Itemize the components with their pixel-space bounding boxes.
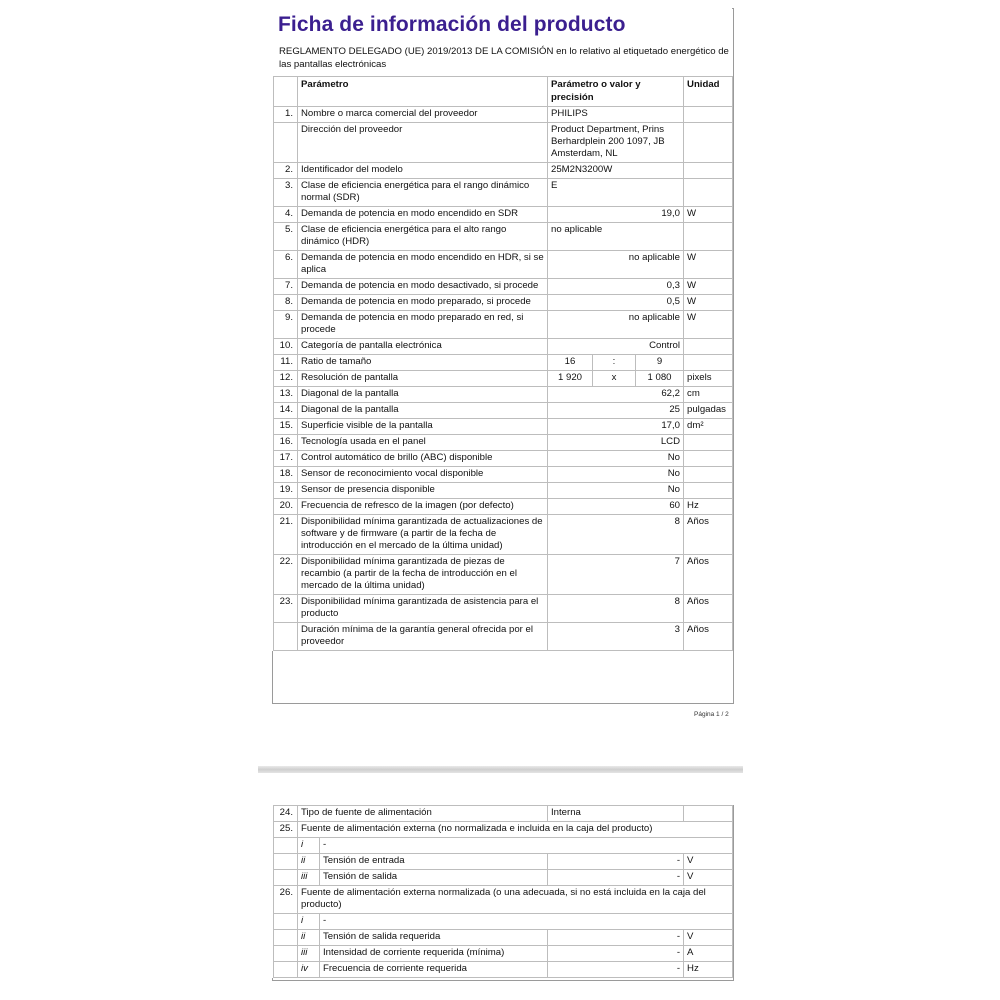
table-row [274,623,733,651]
row-value: PHILIPS [548,107,684,123]
row-unit: Años [684,623,733,651]
row-parameter: Nombre o marca comercial del proveedor [298,107,548,123]
table-sub-row [274,854,733,870]
row-unit: W [684,207,733,223]
row-parameter: Sensor de reconocimiento vocal disponible [298,467,548,483]
sub-index: i [298,914,320,930]
row-number: 16. [274,435,298,451]
sub-unit: A [684,946,733,962]
table-sub-row [274,962,733,978]
table-row [274,419,733,435]
table-header-row [274,77,733,107]
regulation-intro: REGLAMENTO DELEGADO (UE) 2019/2013 DE LA COMISIÓN en lo relativo al etiquetado energético de las pantallas electrónicas [279,46,729,70]
row-number: 23. [274,595,298,623]
row-parameter: Disponibilidad mínima garantizada de actualizaciones de software y de firmware (a partir de la fecha de introducción en el mercado de la última unidad) [298,515,548,555]
table-row [274,223,733,251]
row-parameter: Frecuencia de refresco de la imagen (por defecto) [298,499,548,515]
row-value: no aplicable [548,251,684,279]
row-number: 26. [274,886,298,914]
row-number [274,123,298,163]
row-number: 2. [274,163,298,179]
row-unit: cm [684,387,733,403]
header-value: Parámetro o valor y precisión [548,77,684,107]
row-number: 6. [274,251,298,279]
row-unit [684,179,733,207]
row-value: 19,0 [548,207,684,223]
row-number-empty [274,854,298,870]
row-parameter: Clase de eficiencia energética para el rango dinámico normal (SDR) [298,179,548,207]
row-number: 24. [274,806,298,822]
table-sub-row [274,838,733,854]
row-number-empty [274,914,298,930]
page-1 [272,8,732,651]
row-number: 8. [274,295,298,311]
row-unit: Años [684,515,733,555]
row-unit: W [684,311,733,339]
sub-value: - [548,870,684,886]
table-row [274,467,733,483]
row-parameter: Diagonal de la pantalla [298,403,548,419]
row-unit [684,451,733,467]
sub-parameter: Intensidad de corriente requerida (mínima) [320,946,548,962]
table-row [274,123,733,163]
table-row [274,515,733,555]
sub-parameter: Frecuencia de corriente requerida [320,962,548,978]
table-row [274,179,733,207]
row-value: Interna [548,806,684,822]
row-parameter: Fuente de alimentación externa (no normalizada e incluida en la caja del producto) [298,822,733,838]
sub-value: - [548,962,684,978]
row-parameter: Resolución de pantalla [298,371,548,387]
row-parameter: Tipo de fuente de alimentación [298,806,548,822]
row-unit [684,435,733,451]
table-row [274,555,733,595]
sub-value: - [548,930,684,946]
row-unit: pulgadas [684,403,733,419]
row-value: Control [548,339,684,355]
row-number: 4. [274,207,298,223]
row-parameter: Demanda de potencia en modo desactivado, si procede [298,279,548,295]
row-number: 3. [274,179,298,207]
table-row [274,207,733,223]
row-unit [684,483,733,499]
row-parameter: Demanda de potencia en modo preparado, si procede [298,295,548,311]
row-number: 20. [274,499,298,515]
row-number: 17. [274,451,298,467]
table-row [274,451,733,467]
sub-value: - [548,946,684,962]
row-unit [684,223,733,251]
table-row [274,311,733,339]
row-value: 0,3 [548,279,684,295]
row-unit: W [684,279,733,295]
page-2 [272,805,732,978]
document-title: Ficha de información del producto [278,13,626,36]
row-value: LCD [548,435,684,451]
sub-parameter: Tensión de entrada [320,854,548,870]
row-number-empty [274,870,298,886]
table-row [274,107,733,123]
spec-table [273,76,733,651]
row-unit: Hz [684,499,733,515]
row-value: 0,5 [548,295,684,311]
table-row [274,435,733,451]
row-value-separator: : [593,355,636,371]
table-row [274,499,733,515]
table-row [274,806,733,822]
row-parameter: Identificador del modelo [298,163,548,179]
sub-index: iv [298,962,320,978]
row-value: No [548,483,684,499]
row-unit: W [684,295,733,311]
page-separator [258,766,743,773]
row-parameter: Disponibilidad mínima garantizada de piezas de recambio (a partir de la fecha de introducción en el mercado de la última unidad) [298,555,548,595]
sub-parameter: - [320,838,733,854]
row-number: 13. [274,387,298,403]
row-parameter: Disponibilidad mínima garantizada de asistencia para el producto [298,595,548,623]
row-unit [684,107,733,123]
row-parameter: Dirección del proveedor [298,123,548,163]
sub-index: iii [298,946,320,962]
table-row [274,822,733,838]
row-value: 25 [548,403,684,419]
row-value: 62,2 [548,387,684,403]
table-row [274,886,733,914]
table-sub-row [274,946,733,962]
table-sub-row [274,914,733,930]
row-parameter: Ratio de tamaño [298,355,548,371]
row-value: 17,0 [548,419,684,435]
page-number: Página 1 / 2 [694,711,729,718]
row-value: No [548,467,684,483]
sub-index: ii [298,854,320,870]
table-row [274,251,733,279]
row-unit: W [684,251,733,279]
table-sub-row [274,870,733,886]
row-unit: Años [684,555,733,595]
row-value: 8 [548,515,684,555]
row-value-b: 9 [636,355,684,371]
row-number [274,623,298,651]
row-number: 19. [274,483,298,499]
table-row [274,387,733,403]
sub-index: iii [298,870,320,886]
row-value: 7 [548,555,684,595]
row-number: 18. [274,467,298,483]
row-parameter: Superficie visible de la pantalla [298,419,548,435]
table-row [274,355,733,371]
row-value-separator: x [593,371,636,387]
row-number: 12. [274,371,298,387]
table-row [274,595,733,623]
row-number: 21. [274,515,298,555]
sub-parameter: - [320,914,733,930]
row-number-empty [274,930,298,946]
sub-parameter: Tensión de salida requerida [320,930,548,946]
row-parameter: Demanda de potencia en modo encendido en HDR, si se aplica [298,251,548,279]
row-parameter: Demanda de potencia en modo encendido en SDR [298,207,548,223]
row-value: no aplicable [548,223,684,251]
row-parameter: Tecnología usada en el panel [298,435,548,451]
row-parameter: Diagonal de la pantalla [298,387,548,403]
row-number: 22. [274,555,298,595]
header-param: Parámetro [298,77,548,107]
row-parameter: Sensor de presencia disponible [298,483,548,499]
table-row [274,279,733,295]
row-number-empty [274,838,298,854]
row-parameter: Fuente de alimentación externa normalizada (o una adecuada, si no está incluida en la caja del producto) [298,886,733,914]
table-row [274,163,733,179]
sub-unit: V [684,870,733,886]
sub-index: i [298,838,320,854]
row-number: 11. [274,355,298,371]
row-value-b: 1 080 [636,371,684,387]
table-row [274,371,733,387]
row-value: E [548,179,684,207]
row-unit [684,123,733,163]
row-unit [684,163,733,179]
row-parameter: Clase de eficiencia energética para el alto rango dinámico (HDR) [298,223,548,251]
row-number: 7. [274,279,298,295]
row-number-empty [274,946,298,962]
table-sub-row [274,930,733,946]
sub-unit: Hz [684,962,733,978]
row-number: 14. [274,403,298,419]
row-value: No [548,451,684,467]
row-value-a: 1 920 [548,371,593,387]
row-value: no aplicable [548,311,684,339]
row-number: 9. [274,311,298,339]
row-unit [684,467,733,483]
row-number: 15. [274,419,298,435]
table-row [274,339,733,355]
sub-value: - [548,854,684,870]
sub-unit: V [684,854,733,870]
row-value: 25M2N3200W [548,163,684,179]
table-row [274,483,733,499]
header-number-cell [274,77,298,107]
row-parameter: Demanda de potencia en modo preparado en red, si procede [298,311,548,339]
spec-table-page-2 [273,805,733,978]
row-value: 60 [548,499,684,515]
row-parameter: Control automático de brillo (ABC) disponible [298,451,548,467]
sub-unit: V [684,930,733,946]
row-unit [684,355,733,371]
row-unit [684,339,733,355]
row-value: 3 [548,623,684,651]
table-row [274,403,733,419]
table-row [274,295,733,311]
header-unit: Unidad [684,77,733,107]
sub-parameter: Tensión de salida [320,870,548,886]
row-number: 25. [274,822,298,838]
row-unit [684,806,733,822]
row-unit: pixels [684,371,733,387]
row-parameter: Categoría de pantalla electrónica [298,339,548,355]
row-number: 5. [274,223,298,251]
row-number: 1. [274,107,298,123]
row-value-a: 16 [548,355,593,371]
row-value: Product Department, Prins Berhardplein 200 1097, JB Amsterdam, NL [548,123,684,163]
row-number: 10. [274,339,298,355]
row-value: 8 [548,595,684,623]
row-unit: dm² [684,419,733,435]
row-unit: Años [684,595,733,623]
row-parameter: Duración mínima de la garantía general ofrecida por el proveedor [298,623,548,651]
sub-index: ii [298,930,320,946]
row-number-empty [274,962,298,978]
